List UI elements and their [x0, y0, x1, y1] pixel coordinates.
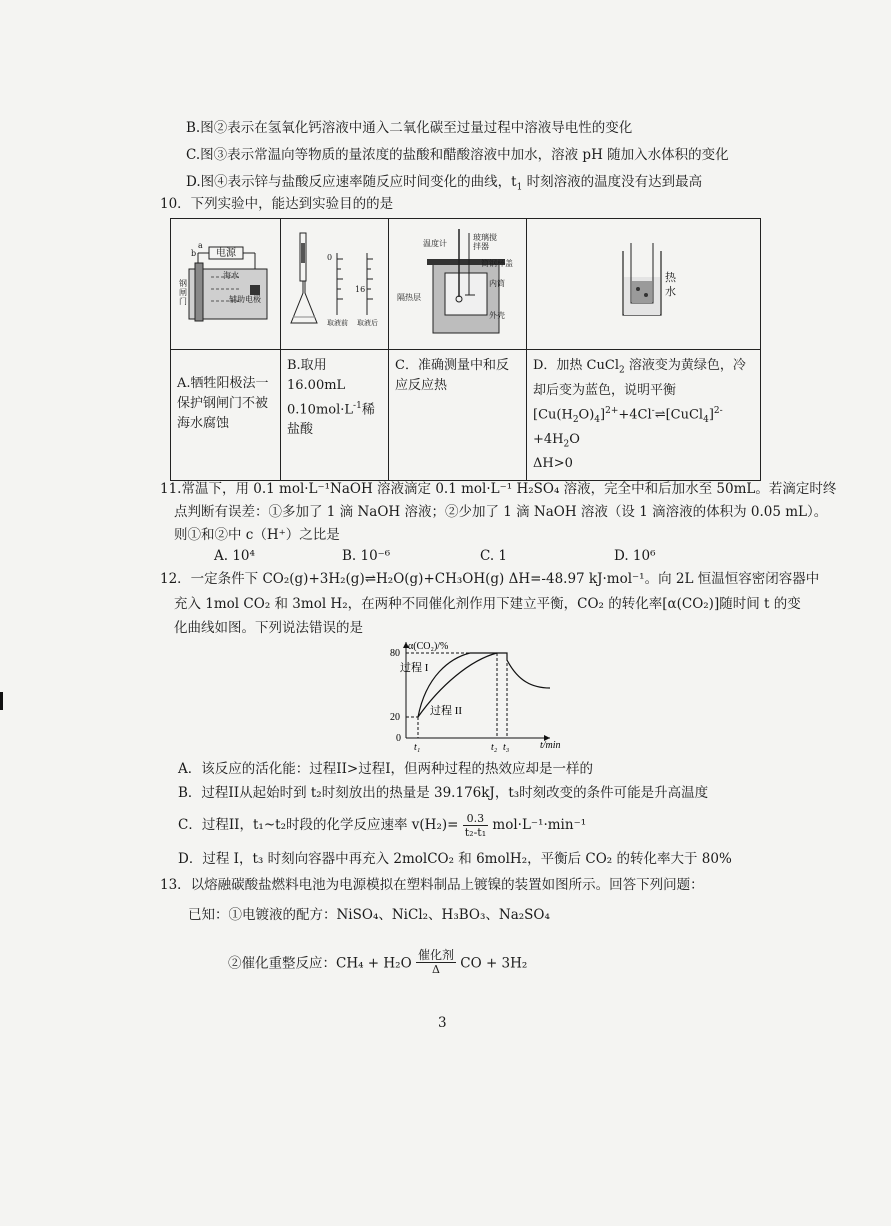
rate-fraction: $\frac{0.3}{\text{t₂-t₁}}$: [464, 812, 487, 839]
margin-mark: [0, 692, 3, 710]
q13-line3: ②催化重整反应：CH₄ + H₂O 催化剂 Δ CO + 3H₂: [228, 948, 528, 976]
water-label: 水: [665, 285, 676, 298]
legend-process-2: 过程 II: [430, 705, 463, 717]
x-axis-label: t/min: [540, 740, 561, 751]
y-axis-label: α(CO₂)/%: [408, 641, 449, 652]
q10-table: [170, 218, 761, 481]
q12-option-a: A．该反应的活化能：过程II>过程I，但两种过程的热效应却是一样的: [178, 761, 594, 777]
tick-zero: 0: [327, 253, 333, 262]
calorimeter-figure: [389, 219, 527, 345]
q12-line1: 12．一定条件下 CO₂(g)+3H₂(g)⇌H₂O(g)+CH₃OH(g) ΔH=-48.97 kJ·mol⁻¹。向 2L 恒温恒容密闭容器中: [160, 571, 820, 587]
q12-line2: 充入 1mol CO₂ 和 3mol H₂，在两种不同催化剂作用下建立平衡，CO₂ 的转化率[α(CO₂)]随时间 t 的变: [174, 596, 801, 612]
inner-label: 内筒: [489, 279, 505, 288]
q11-option-c: C. 1: [480, 548, 508, 564]
legend-process-1: 过程 I: [400, 662, 429, 674]
heating-figure: [527, 219, 761, 345]
q12-line3: 化曲线如图。下列说法错误的是: [174, 620, 363, 636]
y-tick-0: 0: [396, 733, 401, 744]
q11-option-b: B. 10⁻⁶: [342, 548, 391, 564]
q12-option-d: D．过程 I，t₃ 时刻向容器中再充入 2molCO₂ 和 6molH₂，平衡后 CO₂ 的转化率大于 80%: [178, 851, 732, 867]
outer-label: 外壳: [489, 311, 505, 320]
y-tick-20: 20: [390, 712, 400, 723]
q13-line2: 已知：①电镀液的配方：NiSO₄、NiCl₂、H₃BO₃、Na₂SO₄: [188, 907, 550, 923]
q11-line2: 点判断有误差：①多加了 1 滴 NaOH 溶液；②少加了 1 滴 NaOH 溶液（设 1 滴溶液的体积为 0.05 mL）。: [174, 504, 828, 520]
seawater-label: 海水: [223, 271, 239, 280]
label-b: b: [191, 249, 197, 258]
insulation-label: 隔热层: [397, 293, 421, 302]
cell-c-text: C．准确测量中和反应反应热: [389, 350, 527, 481]
q9-option-c: C.图③表示常温向等物质的量浓度的盐酸和醋酸溶液中加水，溶液 pH 随加入水体积的变化: [186, 147, 729, 163]
x-tick-t2: t₂: [491, 742, 498, 753]
power-label: 电源: [216, 248, 236, 259]
q13-line1: 13．以熔融碳酸盐燃料电池为电源模拟在塑料制品上镀镍的装置如图所示。回答下列问题：: [160, 877, 704, 893]
cell-b-text: B.取用 16.00mL $0.10mol\cdot L^{-1}$稀盐酸: [281, 350, 389, 481]
q9-option-d: D.图④表示锌与盐酸反应速率随反应时间变化的曲线，$t_1$ 时刻溶液的温度没有达到最高: [186, 174, 703, 193]
figure-a-cell: [171, 219, 281, 350]
gate-label: 钢闸门: [179, 279, 187, 306]
stirrer-label: 玻璃搅拌器: [473, 233, 497, 251]
q11-option-a: A. 10⁴: [214, 548, 255, 564]
q11-option-d: D. 10⁶: [614, 548, 656, 564]
label-a: a: [198, 241, 203, 250]
q11-line3: 则①和②中 c（H⁺）之比是: [174, 527, 340, 543]
x-tick-t3: t₃: [503, 742, 510, 753]
reaction-arrow: 催化剂 Δ: [417, 948, 454, 976]
cell-a-text: A.牺牲阳极法一保护钢闸门不被海水腐蚀: [171, 350, 281, 481]
x-tick-t1: t₁: [414, 742, 421, 753]
y-tick-80: 80: [390, 648, 400, 659]
hot-label: 热: [665, 271, 676, 284]
after-label: 取液后: [357, 319, 378, 327]
page-number: 3: [438, 1015, 447, 1031]
before-label: 取液前: [327, 319, 348, 327]
q10-stem: 10．下列实验中，能达到实验目的的是: [160, 196, 394, 212]
lid-label: 简钢杯盖: [481, 259, 513, 268]
aux-electrode-label: 辅助电极: [229, 295, 261, 304]
q12-option-c: C．过程II，t₁~t₂时段的化学反应速率 v(H₂)= $\frac{0.3}{\text{t₂-t₁}}$ mol·L⁻¹·min⁻¹: [178, 812, 587, 839]
tick-sixteen: 16: [355, 285, 366, 294]
conversion-chart: [370, 636, 580, 754]
figure-d-cell: [527, 219, 761, 350]
q9-option-b: B.图②表示在氢氧化钙溶液中通入二氧化碳至过量过程中溶液导电性的变化: [186, 120, 633, 136]
figure-b-cell: [281, 219, 389, 350]
thermometer-label: 温度计: [423, 239, 447, 248]
q11-line1: 11.常温下，用 0.1 mol·L⁻¹NaOH 溶液滴定 0.1 mol·L⁻¹ H₂SO₄ 溶液，完全中和后加水至 50mL。若滴定时终: [160, 481, 837, 497]
figure-c-cell: [389, 219, 527, 350]
q12-option-b: B．过程II从起始时到 t₂时刻放出的热量是 39.176kJ，t₃时刻改变的条件可能是升高温度: [178, 785, 709, 801]
cell-d-text: D．加热 CuCl$_2$ 溶液变为黄绿色，冷却后变为蓝色，说明平衡 $[Cu(H_2O)_4]^{2+}+4Cl^-\rightleftharpoons[CuCl_4]^{2-}+4H_2O$ ΔH>0: [527, 350, 761, 481]
